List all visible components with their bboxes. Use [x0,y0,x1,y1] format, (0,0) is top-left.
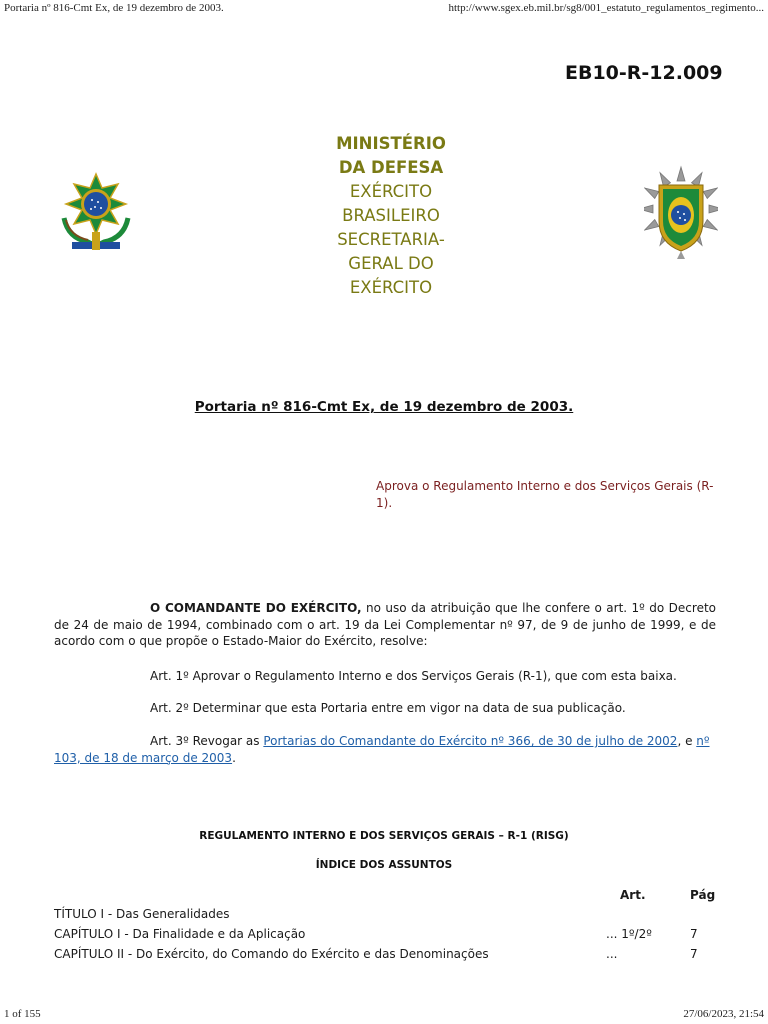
article-2-text: Art. 2º Determinar que esta Portaria entre em vigor na data de sua publicação. [150,701,626,715]
index-row-art: ... [606,947,618,961]
index-row-title: TÍTULO I - Das Generalidades [54,907,230,921]
print-footer [0,1008,768,1022]
index-heading-regulation: REGULAMENTO INTERNO E DOS SERVIÇOS GERAIS – R-1 (RISG) [199,830,569,842]
index-row[interactable] [54,927,716,945]
article-2 [54,700,716,717]
ministry-line: SECRETARIA- [337,230,445,249]
index-row[interactable] [54,947,716,965]
article-3-mid: , e [677,734,697,748]
document-code: EB10-R-12.009 [565,62,723,84]
index-row-art: ... 1º/2º [606,927,652,941]
print-timestamp: 27/06/2023, 21:54 [683,1008,764,1020]
preamble-bold: O COMANDANTE DO EXÉRCITO, [150,601,362,615]
ministry-line: MINISTÉRIO [336,134,446,153]
ministry-line: EXÉRCITO [349,278,433,297]
index-column-pag: Pág [690,888,716,902]
index-row-title: CAPÍTULO II - Do Exército, do Comando do Exército e das Denominações [54,947,489,961]
page-counter: 1 of 155 [4,1008,41,1020]
article-3-prefix: Art. 3º Revogar as [150,734,264,748]
brazil-coat-of-arms-icon [58,172,134,252]
article-1 [54,668,716,685]
ministry-line: EXÉRCITO [349,182,433,201]
index-column-art: Art. [620,888,646,902]
ministry-line: BRASILEIRO [342,206,440,225]
ministry-line: GERAL DO [348,254,434,273]
ementa: Aprova o Regulamento Interno e dos Serviços Gerais (R-1). [376,479,714,510]
print-header-url: http://www.sgex.eb.mil.br/sg8/001_estatuto_regulamentos_regimento... [448,2,764,14]
index-row-title: CAPÍTULO I - Da Finalidade e da Aplicação [54,927,306,941]
print-header [0,2,768,16]
article-3 [54,733,716,766]
portarias-link[interactable]: Portarias do Comandante do Exército nº 366, de 30 de julho de 2002 [263,734,678,748]
portaria-title: Portaria nº 816-Cmt Ex, de 19 dezembro de 2003. [194,399,574,415]
portaria-103-link[interactable]: nº 103, de 18 de março de 2003 [54,734,710,765]
preamble-paragraph [54,600,716,650]
army-emblem-icon [644,165,718,261]
index-row-page: 7 [690,947,698,961]
preamble-text: no uso da atribuição que lhe confere o art. 1º do Decreto de 24 de maio de 1994, combinado com o art. 19 da Lei Complementar nº 97, de 9 de junho de 1999, e de acordo com o que propõe o Estado-Maior do Exército, resolve: [54,601,716,648]
article-3-suffix: . [232,750,236,765]
article-1-text: Art. 1º Aprovar o Regulamento Interno e dos Serviços Gerais (R-1), que com esta baixa. [150,669,677,683]
ministry-line: DA DEFESA [338,158,444,177]
print-header-title: Portaria nº 816-Cmt Ex, de 19 dezembro de 2003. [4,2,224,14]
index-row-page: 7 [690,927,698,941]
index-row[interactable] [54,907,716,925]
index-heading-subjects: ÍNDICE DOS ASSUNTOS [315,859,453,871]
ministry-header [296,132,486,300]
